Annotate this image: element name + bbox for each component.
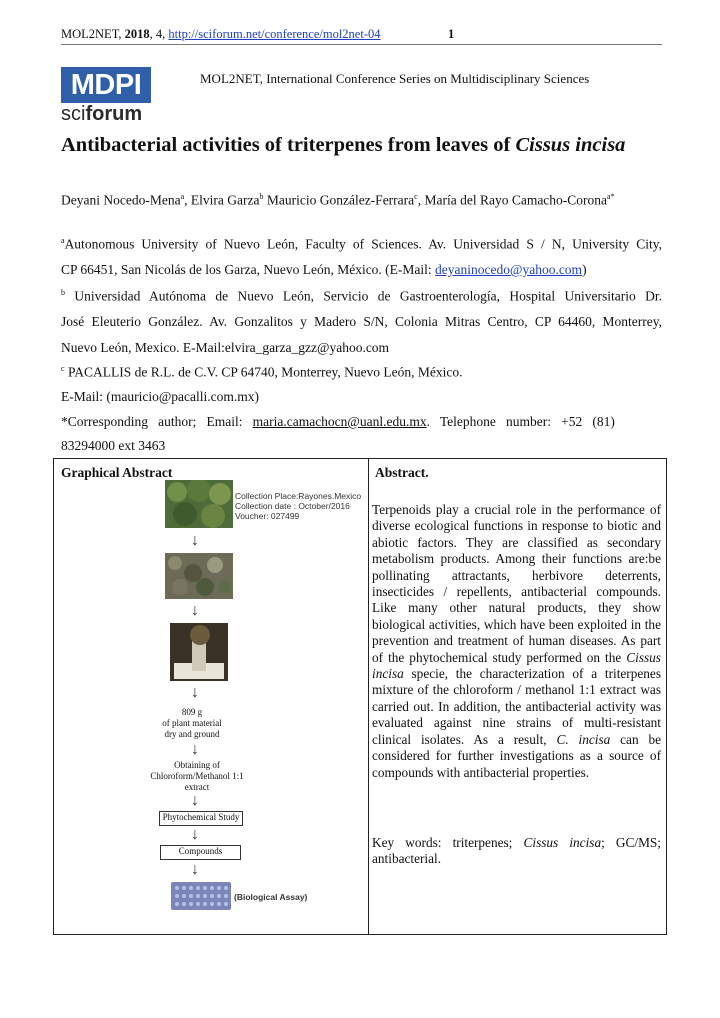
affiliation-b-line1 [61,288,662,305]
compounds-step: Compounds [160,845,241,860]
corresponding-line1 [61,414,662,430]
author-name: , Elvira Garza [184,192,260,208]
affiliation-text: Autonomous University of Nuevo León, Faculty of Sciences. Av. Universidad S / N, University City, [64,236,662,252]
abstract-title: Abstract. [375,465,429,480]
affiliation-a-line1 [61,236,662,253]
step2-line: Chloroform/Methanol 1:1 [150,771,244,781]
abstract-species: C. incisa [556,731,611,747]
step2-line: extract [184,782,210,792]
email-link-corresponding[interactable]: maria.camachocn@uanl.edu.mx [252,414,427,429]
header-journal: MOL2NET, [61,27,125,41]
affiliation-sup: b [61,288,65,297]
abstract-text: specie, the characterization of a triterpenes mixture of the chloroform / methanol 1:1 extract was carried out. In addition, the antibacterial activity was evaluated against nine strains of multi-resistant clinical isolates. As a result, [372,666,661,747]
affiliation-sup: a [61,236,65,245]
author-sup: a [180,192,185,201]
affiliation-c-line1 [61,364,662,381]
mdpi-logo: MDPI [61,67,151,103]
author-sup: c [414,192,418,201]
keywords-text: Key words: triterpenes; [372,835,524,850]
affiliation-b-line3: Nuevo León, Mexico. E-Mail:elvira_garza_gzz@yahoo.com [61,340,390,355]
author-name: , María del Rayo Camacho-Corona [417,192,608,208]
flow-arrow-icon: ↓ [191,684,199,701]
author-sup: a* [607,192,615,201]
table-divider [368,458,369,935]
step1-line: dry and ground [164,729,220,739]
sciforum-forum: forum [85,103,143,125]
affiliation-text: PACALLIS de R.L. de C.V. CP 64740, Monterrey, Nuevo León, México. [64,364,463,380]
flow-arrow-icon: ↓ [191,826,199,843]
affiliation-text: CP 66451, San Nicolás de los Garza, Nuevo León, México. (E-Mail: [61,262,436,277]
abstract-species: Cissus incisa [372,649,661,682]
keywords-text: ; GC/MS; antibacterial. [372,835,661,867]
author-list [61,192,615,209]
biological-assay-plate-image [171,882,231,910]
flow-arrow-icon: ↓ [191,861,199,878]
header-volume: , 4, [149,27,169,41]
paper-title [61,134,625,157]
extraction-step [144,760,250,794]
collection-voucher: Voucher: 027499 [235,511,300,521]
corresponding-line2: 83294000 ext 3463 [61,438,166,453]
corresponding-text: *Corresponding author; Email: [61,414,253,429]
affiliation-text: Universidad Autónoma de Nuevo León, Servicio de Gastroenterología, Hospital Universitario Dr. [65,288,662,304]
step1-line: of plant material [162,718,222,728]
biological-assay-label: (Biological Assay) [234,892,308,902]
plant-material-step [147,706,237,744]
header-year: 2018 [124,27,150,41]
collection-info [235,491,363,521]
phytochemical-study-step: Phytochemical Study [159,811,243,826]
keywords [372,835,661,868]
collection-date: Collection date : October/2016 [235,501,350,511]
abstract-text: Terpenoids play a crucial role in the performance of diverse ecological functions in response to biotic and abiotic factors. They are classified as secondary metabolism products. Among their functions are:be pollinating attractants, herbivore deterrents, insecticides / repellents, antibacterial compounds. Like many other natural products, they show biological activities, which have been exploited in the prevention and treatment of human diseases. As part of the phytochemical study performed on the [372,502,661,665]
author-name: Mauricio González-Ferrara [263,192,415,208]
collection-place: Collection Place:Rayones.Mexico [235,491,362,501]
sciforum-logo [61,103,142,126]
page-number: 1 [448,27,455,41]
step1-line: 809 g [181,707,203,717]
affiliation-b-line2: José Eleuterio González. Av. Gonzalitos y Madero S/N, Colonia Mitras Centro, CP 64460, Monterrey, [61,314,662,329]
conference-series: MOL2NET, International Conference Series on Multidisciplinary Sciences [200,71,590,86]
keywords-species: Cissus incisa [523,835,602,850]
flow-arrow-icon: ↓ [191,602,199,619]
affiliation-c-line2: E-Mail: (mauricio@pacalli.com.mx) [61,389,259,404]
corresponding-text: . Telephone number: +52 (81) [426,414,615,429]
title-main: Antibacterial activities of triterpenes from leaves of [61,134,516,156]
affiliation-a-line2 [61,262,662,278]
header-url-link[interactable]: http://sciforum.net/conference/mol2net-04 [168,27,381,41]
plant-photo-image [165,480,233,528]
header-rule [61,44,662,45]
flow-arrow-icon: ↓ [191,741,199,758]
author-name: Deyani Nocedo-Mena [61,192,181,208]
step2-line: Obtaining of [174,760,220,770]
running-header [61,27,381,42]
flow-arrow-icon: ↓ [191,792,199,809]
affiliation-sup: c [61,364,65,373]
email-link-deyani[interactable]: deyaninocedo@yahoo.com [435,262,583,277]
graphical-abstract-title: Graphical Abstract [61,465,173,480]
abstract-paragraph [372,502,661,781]
author-sup: b [259,192,264,201]
sciforum-sci: sci [61,103,86,125]
affiliation-text: ) [582,262,587,277]
title-species: Cissus incisa [515,134,626,156]
dried-leaves-photo-image [165,553,233,599]
flask-photo-image [170,623,228,681]
flow-arrow-icon: ↓ [191,532,199,549]
abstract-text: can be considered for further investigations as a source of compounds with antibacterial properties. [372,731,662,780]
